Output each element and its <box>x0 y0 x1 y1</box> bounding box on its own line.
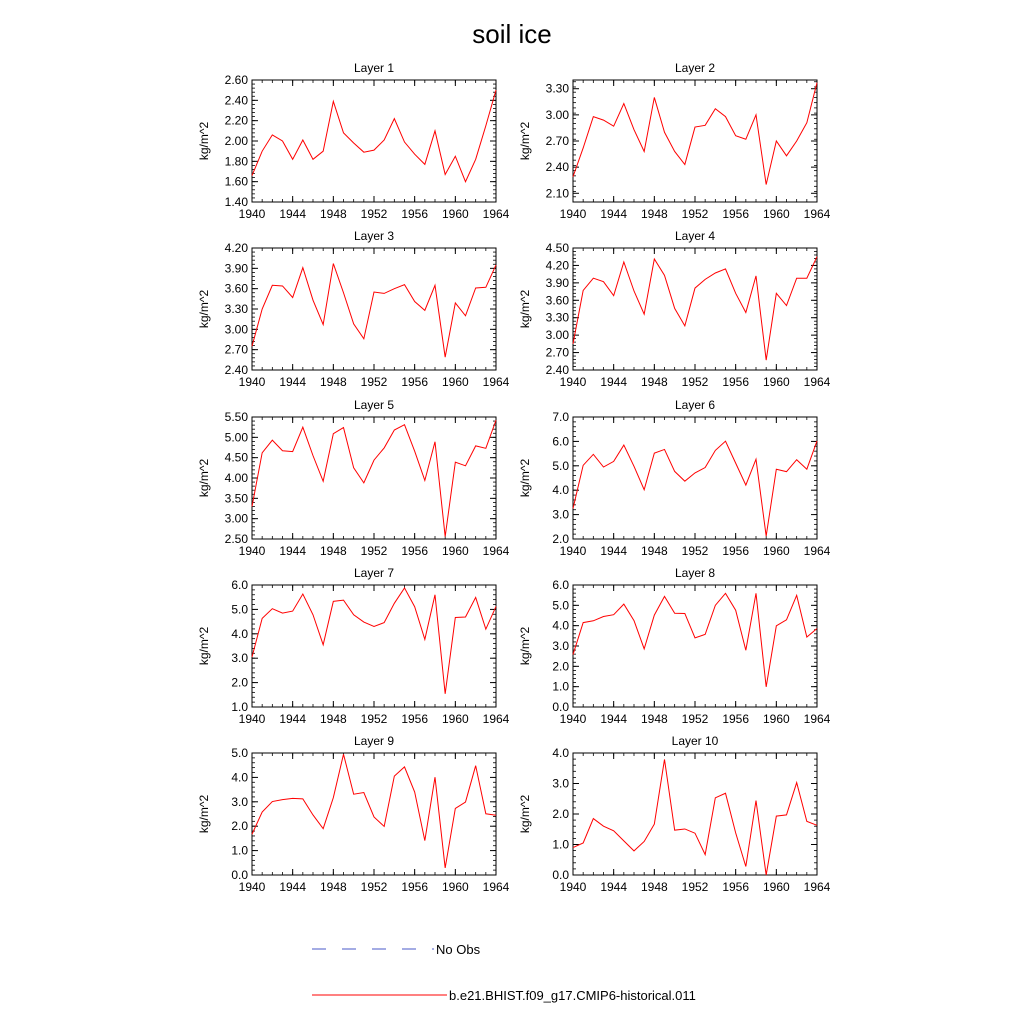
panels-grid <box>197 61 831 894</box>
y-tick-label: 2.60 <box>224 73 248 87</box>
x-tick-label: 1960 <box>441 207 469 221</box>
x-tick-label: 1940 <box>238 712 266 726</box>
series-line-1 <box>252 264 496 358</box>
y-tick-label: 5.0 <box>552 458 569 473</box>
series-line-1 <box>573 257 817 360</box>
y-tick-label: 3.50 <box>224 491 248 506</box>
x-tick-label: 1964 <box>482 880 510 894</box>
x-tick-label: 1964 <box>803 880 831 894</box>
y-tick-label: 0.0 <box>552 700 569 714</box>
plot-frame <box>252 585 496 707</box>
plot-frame <box>252 248 496 370</box>
legend-label-no-obs: No Obs <box>436 942 481 957</box>
panel-layer-3 <box>197 229 510 389</box>
y-tick-label: 3.00 <box>224 511 248 526</box>
panel-layer-10 <box>518 734 831 894</box>
x-tick-label: 1940 <box>559 207 587 221</box>
y-tick-label: 6.0 <box>231 578 248 592</box>
x-tick-label: 1960 <box>441 880 469 894</box>
panel-layer-1 <box>197 61 510 221</box>
x-tick-label: 1964 <box>803 712 831 726</box>
x-tick-label: 1956 <box>722 544 750 558</box>
series-line-1 <box>252 754 496 868</box>
x-tick-label: 1956 <box>401 207 429 221</box>
y-tick-label: 6.0 <box>552 434 569 449</box>
y-tick-label: 3.60 <box>545 293 569 308</box>
y-tick-label: 2.40 <box>224 363 248 377</box>
y-tick-label: 5.00 <box>224 430 248 445</box>
series-line-1 <box>573 759 817 875</box>
y-tick-label: 2.70 <box>545 345 569 360</box>
y-tick-label: 3.30 <box>545 81 569 96</box>
y-tick-label: 2.20 <box>224 113 248 128</box>
y-axis-label: kg/m^2 <box>197 121 211 161</box>
y-tick-label: 2.0 <box>552 659 569 674</box>
series-line-1 <box>573 441 817 536</box>
y-tick-label: 3.0 <box>552 639 569 653</box>
y-axis-label: kg/m^2 <box>518 289 532 329</box>
series-line-1 <box>252 588 496 694</box>
x-tick-label: 1940 <box>559 375 587 389</box>
x-tick-label: 1964 <box>482 544 510 558</box>
panel-title: Layer 9 <box>353 734 395 748</box>
x-tick-label: 1964 <box>803 375 831 389</box>
y-tick-label: 1.0 <box>231 843 248 858</box>
x-tick-label: 1964 <box>482 207 510 221</box>
panel-title: Layer 2 <box>674 61 716 75</box>
x-tick-label: 1952 <box>360 880 388 894</box>
plot-frame <box>573 753 817 875</box>
y-tick-label: 7.0 <box>552 410 569 424</box>
y-tick-label: 2.70 <box>224 342 248 357</box>
y-tick-label: 5.0 <box>552 598 569 613</box>
figure-title: soil ice <box>472 19 552 49</box>
x-tick-label: 1940 <box>559 544 587 558</box>
x-tick-label: 1956 <box>401 880 429 894</box>
y-axis-label: kg/m^2 <box>197 626 211 666</box>
y-tick-label: 2.70 <box>545 134 569 148</box>
x-tick-label: 1948 <box>319 375 347 389</box>
panel-layer-9 <box>197 734 510 894</box>
x-tick-label: 1948 <box>640 544 668 558</box>
x-tick-label: 1960 <box>441 375 469 389</box>
plot-frame <box>573 80 817 202</box>
x-tick-label: 1964 <box>803 544 831 558</box>
y-axis-label: kg/m^2 <box>518 121 532 161</box>
panel-title: Layer 1 <box>353 61 395 75</box>
x-tick-label: 1948 <box>640 375 668 389</box>
y-tick-label: 5.0 <box>231 602 248 617</box>
y-tick-label: 3.90 <box>545 275 569 290</box>
y-axis-label: kg/m^2 <box>518 794 532 834</box>
x-tick-label: 1952 <box>681 712 709 726</box>
panel-title: Layer 8 <box>674 566 716 580</box>
y-tick-label: 6.0 <box>552 578 569 592</box>
y-tick-label: 0.0 <box>231 868 248 882</box>
y-tick-label: 4.20 <box>545 258 569 273</box>
y-tick-label: 0.0 <box>552 868 569 882</box>
panel-layer-8 <box>518 566 831 726</box>
y-tick-label: 2.10 <box>545 186 569 201</box>
x-tick-label: 1960 <box>441 544 469 558</box>
x-tick-label: 1952 <box>360 375 388 389</box>
x-tick-label: 1960 <box>762 544 790 558</box>
panel-layer-2 <box>518 61 831 221</box>
x-tick-label: 1952 <box>360 207 388 221</box>
y-axis-label: kg/m^2 <box>197 458 211 498</box>
x-tick-label: 1956 <box>722 375 750 389</box>
x-tick-label: 1952 <box>681 544 709 558</box>
x-tick-label: 1948 <box>319 712 347 726</box>
legend-label-model: b.e21.BHIST.f09_g17.CMIP6-historical.011 <box>449 988 696 1003</box>
y-tick-label: 2.0 <box>552 807 569 821</box>
x-tick-label: 1952 <box>360 544 388 558</box>
x-tick-label: 1956 <box>401 544 429 558</box>
panel-layer-6 <box>518 398 831 558</box>
x-tick-label: 1964 <box>803 207 831 221</box>
x-tick-label: 1944 <box>279 207 307 221</box>
panel-title: Layer 3 <box>353 229 395 243</box>
y-tick-label: 3.00 <box>545 107 569 122</box>
y-tick-label: 2.0 <box>552 532 569 546</box>
x-tick-label: 1944 <box>600 712 628 726</box>
x-tick-label: 1944 <box>600 544 628 558</box>
x-tick-label: 1940 <box>238 544 266 558</box>
y-tick-label: 4.0 <box>552 618 569 633</box>
x-tick-label: 1948 <box>640 712 668 726</box>
plot-frame <box>573 248 817 370</box>
x-tick-label: 1948 <box>319 207 347 221</box>
y-tick-label: 2.40 <box>224 93 248 108</box>
y-tick-label: 4.50 <box>545 241 569 255</box>
y-tick-label: 5.50 <box>224 410 248 424</box>
x-tick-label: 1960 <box>762 712 790 726</box>
y-tick-label: 4.0 <box>552 746 569 760</box>
y-tick-label: 3.0 <box>231 794 248 809</box>
y-tick-label: 2.40 <box>545 363 569 377</box>
plot-frame <box>573 585 817 707</box>
y-tick-label: 3.60 <box>224 281 248 296</box>
y-axis-label: kg/m^2 <box>518 458 532 498</box>
y-tick-label: 3.90 <box>224 261 248 276</box>
series-line-1 <box>573 593 817 687</box>
plot-frame <box>573 417 817 539</box>
y-tick-label: 1.0 <box>231 700 248 714</box>
x-tick-label: 1944 <box>279 544 307 558</box>
x-tick-label: 1952 <box>360 712 388 726</box>
y-tick-label: 2.50 <box>224 532 248 546</box>
x-tick-label: 1956 <box>401 375 429 389</box>
x-tick-label: 1956 <box>722 207 750 221</box>
panel-layer-4 <box>518 229 831 389</box>
y-tick-label: 1.0 <box>552 679 569 694</box>
panel-title: Layer 7 <box>353 566 395 580</box>
x-tick-label: 1948 <box>640 207 668 221</box>
x-tick-label: 1952 <box>681 207 709 221</box>
y-tick-label: 2.0 <box>231 675 248 690</box>
y-tick-label: 1.80 <box>224 154 248 169</box>
y-tick-label: 4.0 <box>231 770 248 785</box>
panel-title: Layer 10 <box>671 734 719 748</box>
x-tick-label: 1940 <box>238 880 266 894</box>
y-tick-label: 2.00 <box>224 134 248 148</box>
series-line-1 <box>573 83 817 185</box>
panel-title: Layer 4 <box>674 229 716 243</box>
series-line-1 <box>252 90 496 182</box>
y-tick-label: 2.0 <box>231 819 248 834</box>
y-tick-label: 1.40 <box>224 195 248 209</box>
y-tick-label: 4.0 <box>231 626 248 641</box>
y-tick-label: 3.00 <box>545 328 569 343</box>
panel-title: Layer 6 <box>674 398 716 412</box>
y-tick-label: 4.0 <box>552 483 569 498</box>
x-tick-label: 1956 <box>722 880 750 894</box>
x-tick-label: 1956 <box>722 712 750 726</box>
plot-frame <box>252 417 496 539</box>
x-tick-label: 1952 <box>681 375 709 389</box>
x-tick-label: 1948 <box>319 880 347 894</box>
y-tick-label: 3.0 <box>552 776 569 791</box>
y-tick-label: 4.00 <box>224 471 248 485</box>
x-tick-label: 1940 <box>559 712 587 726</box>
x-tick-label: 1940 <box>238 207 266 221</box>
x-tick-label: 1944 <box>600 207 628 221</box>
y-tick-label: 1.60 <box>224 174 248 189</box>
x-tick-label: 1960 <box>762 207 790 221</box>
x-tick-label: 1960 <box>762 880 790 894</box>
x-tick-label: 1944 <box>600 375 628 389</box>
x-tick-label: 1940 <box>559 880 587 894</box>
x-tick-label: 1940 <box>238 375 266 389</box>
series-line-1 <box>252 420 496 536</box>
y-tick-label: 3.30 <box>224 302 248 316</box>
legend <box>312 942 696 1003</box>
y-axis-label: kg/m^2 <box>197 794 211 834</box>
plot-frame <box>252 80 496 202</box>
x-tick-label: 1944 <box>279 712 307 726</box>
x-tick-label: 1964 <box>482 712 510 726</box>
x-tick-label: 1948 <box>640 880 668 894</box>
x-tick-label: 1956 <box>401 712 429 726</box>
x-tick-label: 1964 <box>482 375 510 389</box>
x-tick-label: 1944 <box>600 880 628 894</box>
y-tick-label: 1.0 <box>552 837 569 852</box>
y-tick-label: 3.30 <box>545 310 569 325</box>
y-axis-label: kg/m^2 <box>197 289 211 329</box>
panel-title: Layer 5 <box>353 398 395 412</box>
y-tick-label: 4.20 <box>224 241 248 255</box>
plot-frame <box>252 753 496 875</box>
x-tick-label: 1960 <box>441 712 469 726</box>
y-axis-label: kg/m^2 <box>518 626 532 666</box>
y-tick-label: 5.0 <box>231 746 248 760</box>
x-tick-label: 1944 <box>279 375 307 389</box>
panel-layer-5 <box>197 398 510 558</box>
x-tick-label: 1952 <box>681 880 709 894</box>
x-tick-label: 1960 <box>762 375 790 389</box>
x-tick-label: 1944 <box>279 880 307 894</box>
y-tick-label: 3.0 <box>231 651 248 666</box>
y-tick-label: 3.00 <box>224 322 248 337</box>
panel-layer-7 <box>197 566 510 726</box>
y-tick-label: 4.50 <box>224 450 248 465</box>
y-tick-label: 2.40 <box>545 160 569 175</box>
y-tick-label: 3.0 <box>552 507 569 522</box>
x-tick-label: 1948 <box>319 544 347 558</box>
